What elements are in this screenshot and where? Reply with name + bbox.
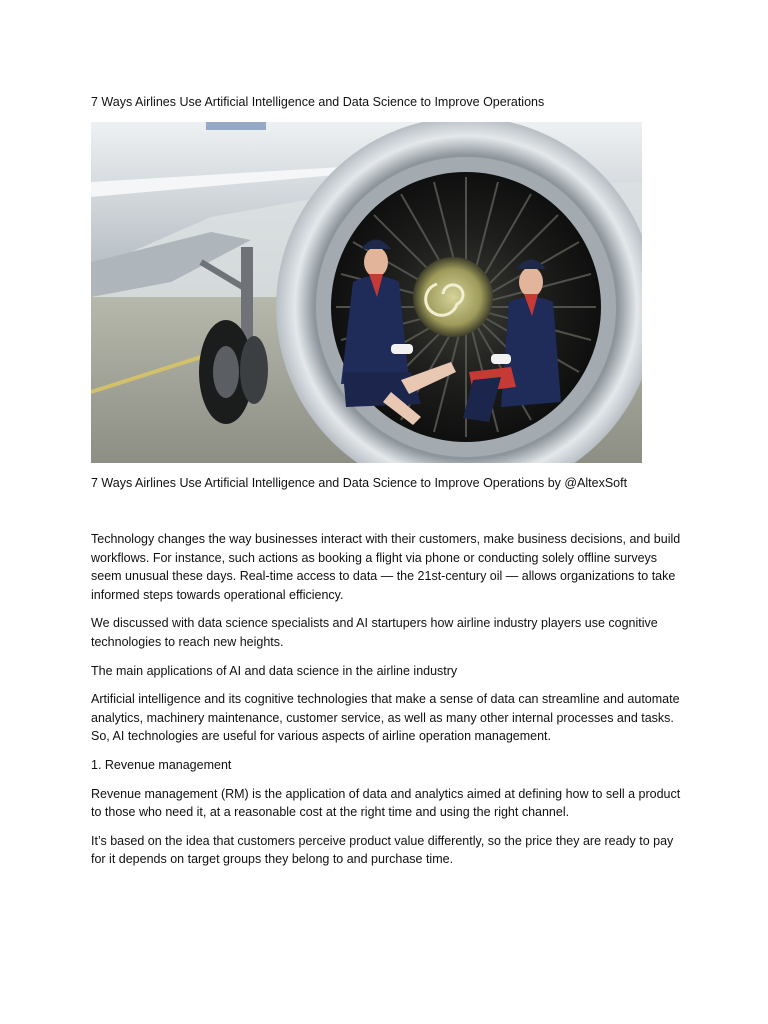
paragraph: Technology changes the way businesses interact with their customers, make business decisions, and build workflows. For instance, such actions as booking a flight via phone or conducting solely offline surveys seem unusual these days. Real-time access to data — the 21st-century oil — allows organizations to take informed steps towards operational efficiency. xyxy=(91,532,681,602)
paragraph: We discussed with data science specialists and AI startupers how airline industry players use cognitive technologies to reach new heights. xyxy=(91,616,658,649)
airplane-engine-photo xyxy=(91,122,642,463)
document-title: 7 Ways Airlines Use Artificial Intelligence and Data Science to Improve Operations xyxy=(91,95,545,109)
article-body xyxy=(91,530,691,879)
paragraph: Revenue management (RM) is the application of data and analytics aimed at defining how to sell a product to those who need it, at a reasonable cost at the right time and using the right channel. xyxy=(91,786,681,820)
subsection-heading: 1. Revenue management xyxy=(91,757,232,772)
image-caption: 7 Ways Airlines Use Artificial Intelligence and Data Science to Improve Operations by @AltexSoft xyxy=(91,476,628,490)
paragraph: It’s based on the idea that customers perceive product value differently, so the price they are ready to pay for it depends on target groups they belong to and purchase time. xyxy=(91,833,674,867)
airplane-engine-icon xyxy=(91,122,642,463)
section-heading: The main applications of AI and data science in the airline industry xyxy=(91,663,458,678)
paragraph: Artificial intelligence and its cognitive technologies that make a sense of data can streamline and automate analytics, machinery maintenance, customer service, as well as many other internal processes and tasks. So, AI technologies are useful for various aspects of airline operation management. xyxy=(91,692,680,744)
